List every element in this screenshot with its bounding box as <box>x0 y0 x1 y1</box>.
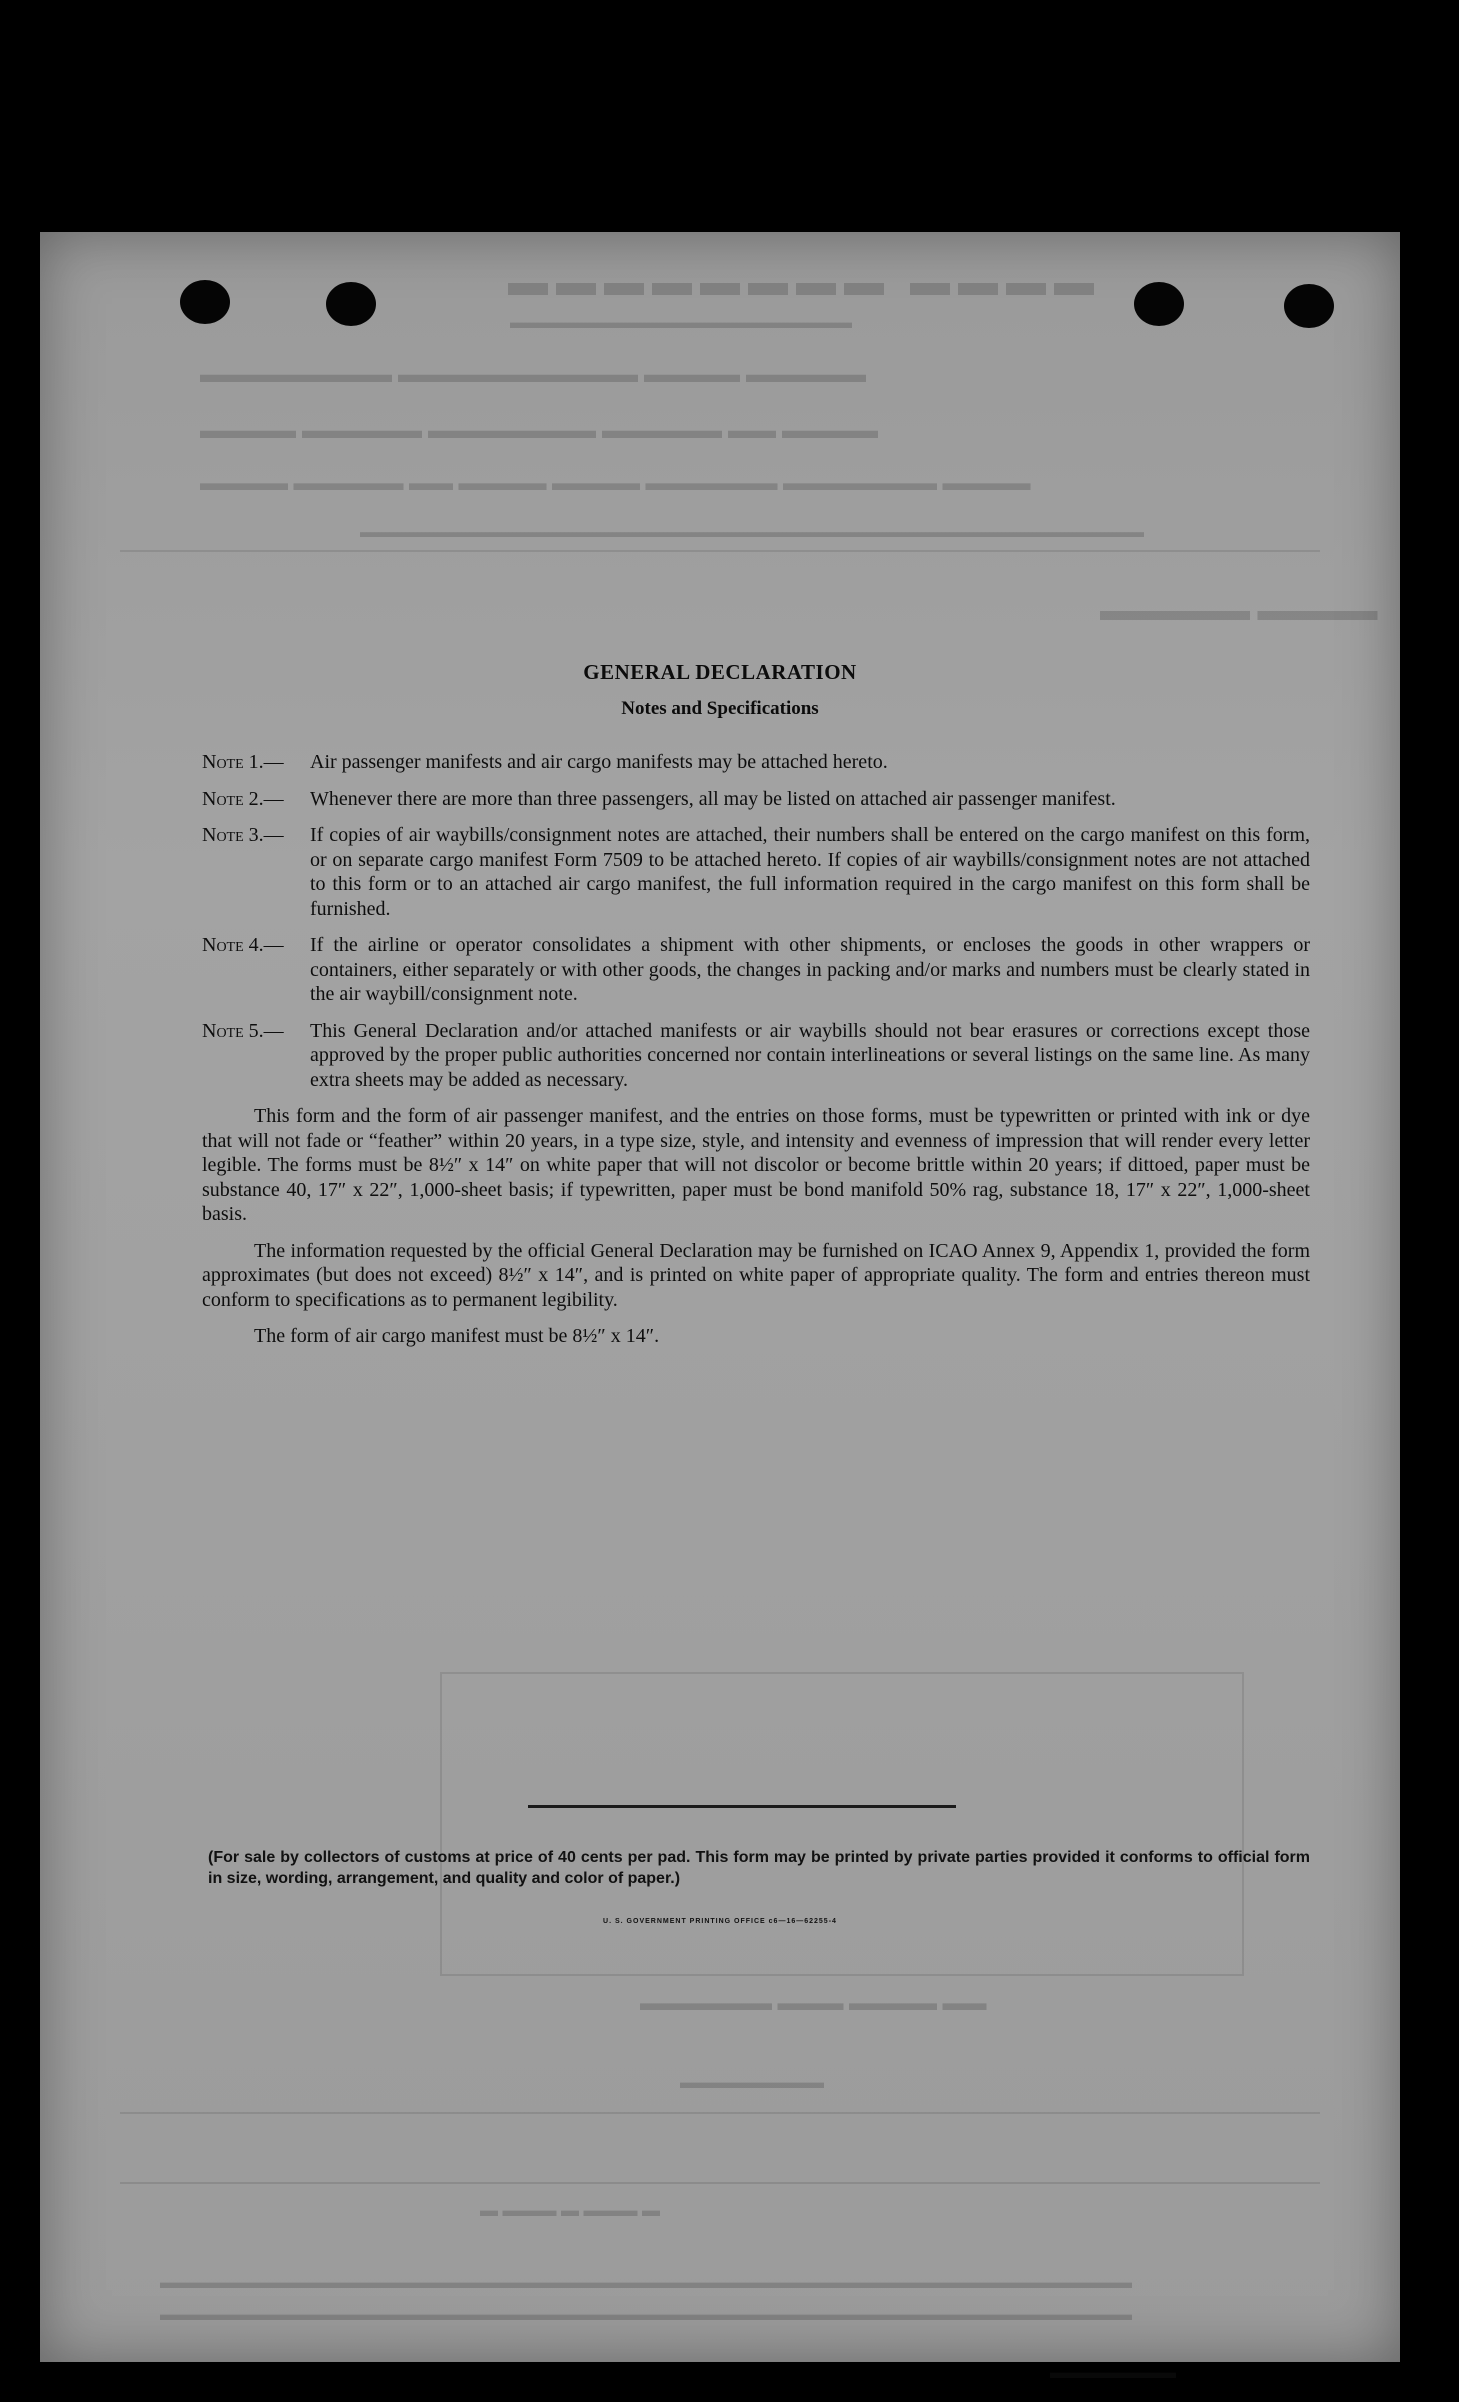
note-text: Air passenger manifests and air cargo manifests may be attached hereto. <box>310 751 888 773</box>
note-4 <box>202 933 1310 1007</box>
note-3 <box>202 823 1310 921</box>
note-text: If the airline or operator consolidates a shipment with other shipments, or encloses the goods in other wrappers or containers, either separately or with other goods, the changes in packing and/or marks and numbers must be clearly stated in the air waybill/consignment note. <box>310 934 1310 1005</box>
note-label: Note 2.— <box>202 787 284 810</box>
punch-hole-right-2 <box>1284 284 1334 328</box>
notes-section <box>202 750 1310 1361</box>
note-label: Note 5.— <box>202 1019 284 1042</box>
punch-hole-left-1 <box>180 280 230 324</box>
note-1 <box>202 750 1310 775</box>
paragraph-cargo-manifest-size: The form of air cargo manifest must be 8½″ x 14″. <box>254 1325 660 1347</box>
note-label: Note 3.— <box>202 824 284 846</box>
punch-hole-left-2 <box>326 282 376 326</box>
document-subtitle: Notes and Specifications <box>621 698 819 719</box>
paragraph-print-requirements: This form and the form of air passenger manifest, and the entries on those forms, must be typewritten or printed with ink or dye that will not fade or “feather” within 20 years, in a type size, style, and intensity and evenness of impression that will render every letter legible. The forms must be 8½″ x 14″ on white paper that will not discolor or become brittle within 20 years; if dittoed, paper must be substance 40, 17″ x 22″, 1,000-sheet basis; if typewritten, paper must be bond manifold 50% rag, substance 18, 17″ x 22″, 1,000-sheet basis. <box>202 1105 1310 1225</box>
note-2 <box>202 787 1310 812</box>
paragraph-icao-annex: The information requested by the official General Declaration may be furnished on ICAO Annex 9, Appendix 1, provided the form approximates (but does not exceed) 8½″ x 14″, and is printed on white paper of appropriate quality. The form and entries thereon must conform to specifications as to permanent legibility. <box>202 1239 1310 1311</box>
note-text: This General Declaration and/or attached manifests or air waybills should not bear erasures or corrections except those approved by the proper public authorities concerned nor contain interlineations or several listings on the same line. As many extra sheets may be added as necessary. <box>310 1019 1310 1091</box>
document-title: GENERAL DECLARATION <box>583 660 857 684</box>
punch-hole-right-1 <box>1134 282 1184 326</box>
horizontal-rule <box>528 1805 956 1808</box>
document-page: ▬▬▬▬ ▬▬▬▬▬▬▬▬ ▬▬▬▬▬▬▬▬▬▬▬▬▬▬▬▬▬▬▬ ▬▬▬▬▬ ▬▬▬▬ ▬▬▬▬▬▬▬▬▬▬ ▬▬▬▬▬▬▬▬ ▬▬▬▬ ▬▬ ▬▬▬▬▬ ▬▬▬▬▬▬▬ ▬▬▬▬▬ ▬▬▬▬ ▬▬▬▬ ▬▬▬▬▬▬▬ ▬▬▬▬▬▬ ▬▬▬▬ ▬▬▬▬ ▬▬ ▬▬▬▬▬ ▬▬▬▬ ▬▬▬▬▬▬▬▬▬▬▬▬▬▬▬▬▬▬▬▬▬▬▬▬▬▬▬▬▬▬▬▬▬▬▬▬▬▬▬▬▬▬▬▬▬▬▬▬▬ ▬▬▬▬ ▬▬▬▬▬ ▬▬ ▬▬▬▬ ▬▬▬ ▬▬▬▬▬▬ ▬▬▬▬▬▬▬▬ ▬ ▬▬▬ ▬ ▬▬▬ ▬ ▬▬▬▬▬▬▬▬▬▬▬▬▬▬▬▬▬▬▬▬▬▬▬▬▬▬▬▬▬▬▬▬▬▬▬▬▬▬▬▬▬▬▬▬▬▬▬▬▬▬▬▬▬▬ ▬▬▬▬▬▬▬▬▬▬▬▬▬▬▬▬▬▬▬▬▬▬▬▬▬▬▬▬▬▬▬▬▬▬▬▬▬▬▬▬▬▬▬▬▬▬▬▬▬▬▬▬▬▬ ▬▬▬▬▬▬▬ GENERAL DECLARATION Notes and Specifications Note 1.— Air passenger manifests and air cargo manifests may be attached hereto. Note 2.— Whenever there are more than three passengers, all may be listed on attached air passenger manifest. Note 3.— If copies of air waybills/consignment notes are attached, their numbers shall be entered on the cargo manifest on this form, or on separate cargo manifest Form 7509 to be attached hereto. If copies of air waybills/consignment notes are not attached to this form or to an attached air cargo manifest, the full information required in the cargo manifest on this form shall be furnished. Note 4.— If the airline or operator consolidates a shipment with other shipments, or encloses the goods in other wrappers or containers, either separately or with other goods, the changes in packing and/or marks and numbers must be clearly stated in the air waybill/consignment note. Note 5.— This General Declaration and/or attached manifests or air waybills should not bear erasures or corrections except those approved by the proper public authorities concerned nor contain interlineations or several listings on the same line. As many extra sheets may be added as necessary. This form and the form of air passenger manifest, and the entries on those forms, must be typewritten or printed with ink or dye that will not fade or “feather” within 20 years, in a type size, style, and intensity and evenness of impression that will render every letter legible. The forms must be 8½″ x 14″ on white paper that will not discolor or become brittle within 20 years; if dittoed, paper must be substance 40, 17″ x 22″, 1,000-sheet basis; if typewritten, paper must be bond manifold 50% rag, substance 18, 17″ x 22″, 1,000-sheet basis. The information requested by the official General Declaration may be furnished on ICAO Annex 9, Appendix 1, provided the form approximates (but does not exceed) 8½″ x 14″, and is printed on white paper of appropriate quality. The form and entries thereon must conform to specifications as to permanent legibility. The form of air cargo manifest must be 8½″ x 14″. (For sale by collectors of customs at price of 40 cents per pad. This form may be printed by private parties provided it conforms to official form in size, wording, arrangement, and quality and color of paper.) U. S. GOVERNMENT PRINTING OFFICE c6—16—62255-4 <box>40 232 1400 2362</box>
note-label: Note 1.— <box>202 751 284 773</box>
note-5 <box>202 1019 1310 1093</box>
printing-office-imprint: U. S. GOVERNMENT PRINTING OFFICE c6—16—62255-4 <box>603 1918 837 1925</box>
sale-notice: (For sale by collectors of customs at price of 40 cents per pad. This form may be printed by private parties provided it conforms to official form in size, wording, arrangement, and quality and color of paper.) <box>208 1849 1310 1887</box>
note-text: Whenever there are more than three passengers, all may be listed on attached air passenger manifest. <box>310 787 1116 810</box>
note-label: Note 4.— <box>202 934 284 956</box>
note-text: If copies of air waybills/consignment notes are attached, their numbers shall be entered on the cargo manifest on this form, or on separate cargo manifest Form 7509 to be attached hereto. If copies of air waybills/consignment notes are not attached to this form or to an attached air cargo manifest, the full information required in the cargo manifest on this form shall be furnished. <box>310 824 1310 920</box>
